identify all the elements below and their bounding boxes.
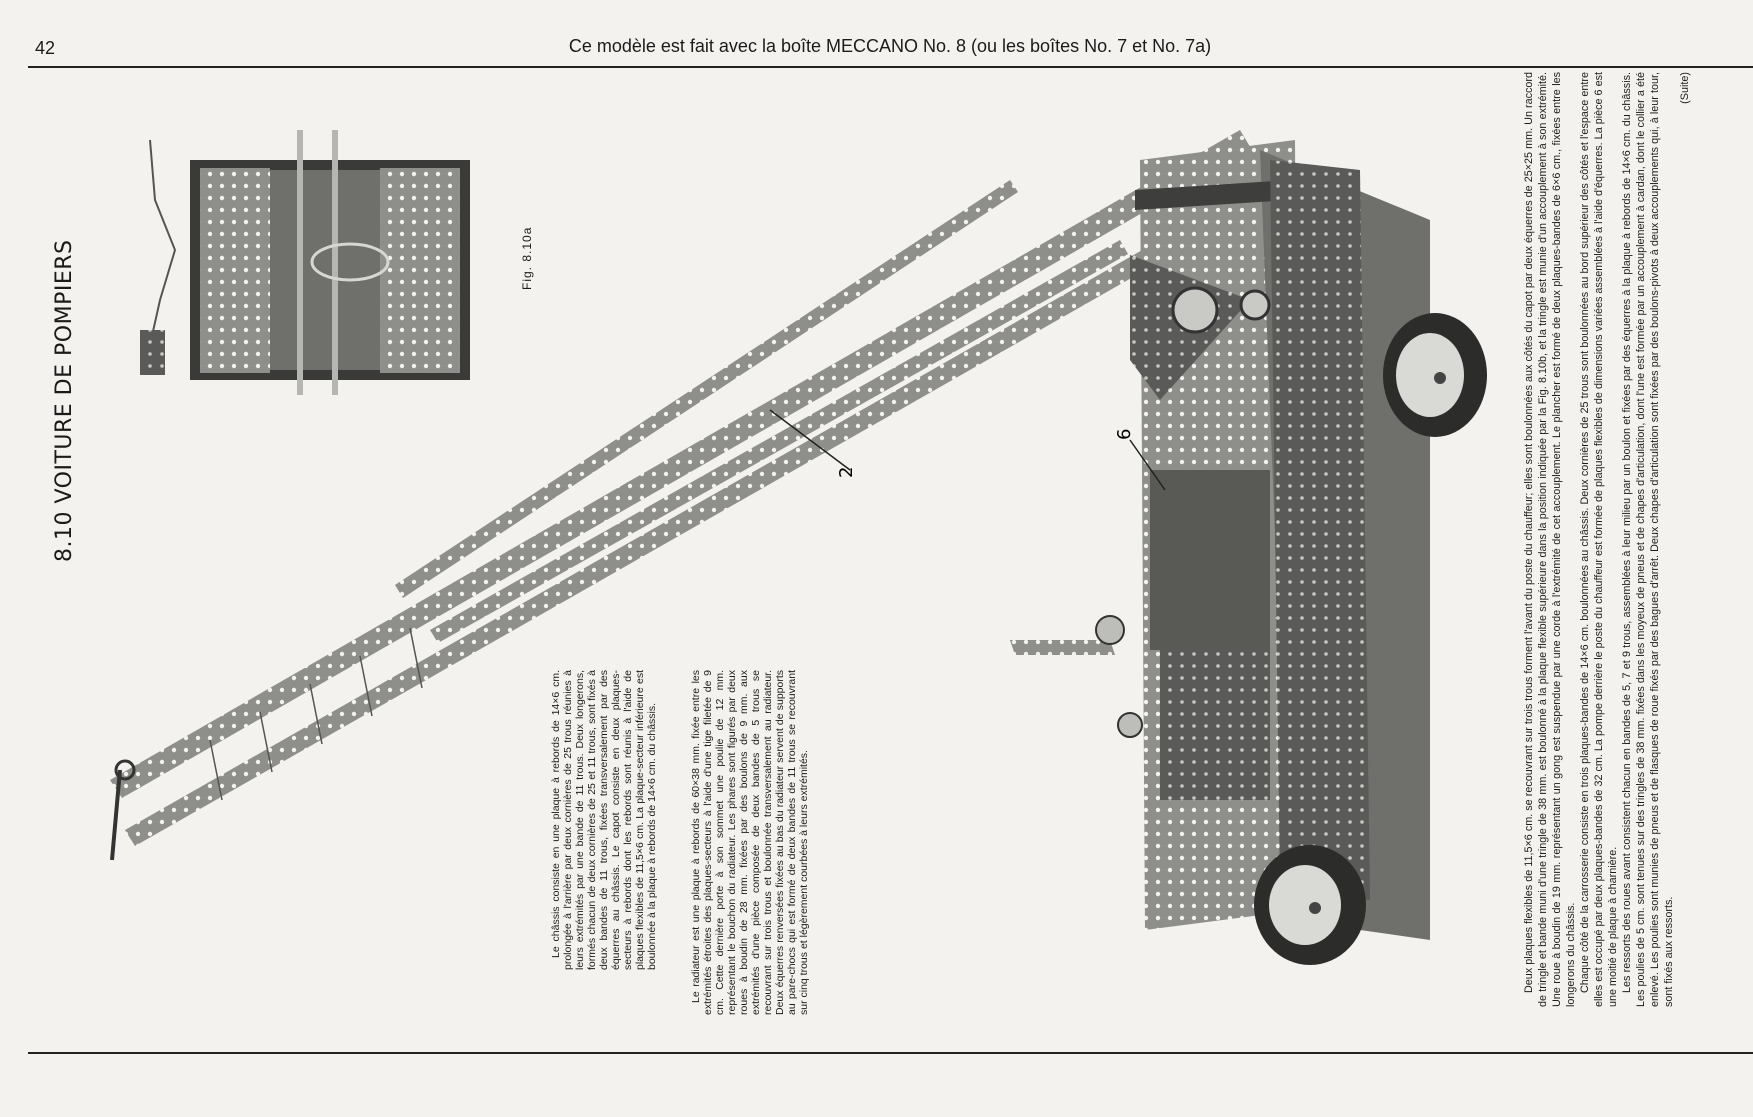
- figure-caption: Fig. 8.10a: [520, 226, 534, 290]
- side-paragraph-2: Chaque côté de la carrosserie consiste en trois plaques-bandes de 14×6 cm. boulonnées au châssis. Deux cornières de 25 trous sont boulonnées au bord supérieur des côtés et l'espace entre elles est occupé par deux plaques-bandes de 32 cm. La pompe derrière le poste du chauffeur est formée de plaques flexibles de dimensions variées assemblées à l'aide d'équerres. La pièce 6 est une moitié de plaque à charnière.: [1579, 72, 1619, 1007]
- side-text-block: [1522, 72, 1692, 1007]
- text-column-2: [690, 670, 810, 1015]
- figure-caption-block: [520, 227, 534, 290]
- page-title: 8.10 VOITURE DE POMPIERS: [52, 239, 77, 562]
- bottom-rule: [28, 1052, 1753, 1054]
- continued-label: (Suite): [1679, 72, 1691, 104]
- front-bumper: [1010, 616, 1142, 737]
- callout-6: 6: [1114, 428, 1135, 440]
- side-paragraph-3: Les ressorts des roues avant consistent chacun en bandes de 5, 7 et 9 trous, assemblées à leur milieu par un boulon et fixées par des équerres à la plaque à rebords de 14×6 cm. du châssis. Les poulies de 5 cm. sont tenues sur des tringles de 38 mm. fixées dans les moyeux de pneus et de chapes d'articulation, dont l'une est formée par un accouplement à cardan, dont le collier a été enlevé. Les poulies sont munies de pneus et de flasques de roue fixés par des bagues d'arrêt. Deux chapes d'articulation sont fixées par des boulons-pivots à deux accouplements qui, à leur tour, sont fixés aux ressorts.: [1621, 72, 1675, 1007]
- detail-figure: [140, 130, 470, 395]
- column-2-paragraph: Le radiateur est une plaque à rebords de 60×38 mm. fixée entre les extrémités étroites des plaques-secteurs à l'aide d'une tige filetée de 9 cm. Cette dernière porte à son sommet une poulie de 12 mm. représentant le bouchon du radiateur. Les phares sont figurés par deux roues à boudin de 28 mm. fixées par des boulons de 9 mm. aux extrémités d'une pièce composée de deux bandes de 5 trous se recouvrant sur trois trous et boulonnée transversalement au radiateur. Deux équerres renversées fixées au bas du radiateur servent de supports au pare-chocs qui est formé de deux bandes de 11 trous se recouvrant sur cinq trous et légèrement courbées à leurs extrémités.: [690, 670, 810, 1015]
- callout-2: 2: [836, 466, 857, 478]
- title-block: [52, 240, 77, 562]
- column-1-paragraph: Le châssis consiste en une plaque à rebords de 14×6 cm. prolongée à l'arrière par deux cornières de 25 trous réunies à leurs extrémités par une bande de 11 trous. Deux longerons, formés chacun de deux cornières de 25 et 11 trous, sont fixés à deux bandes de 11 trous, fixées transversalement par des équerres au châssis. Le capot consiste en deux plaques-secteurs à rebords dont les rebords sont réunis à l'aide de plaques flexibles de 11,5×6 cm. La plaque-secteur inférieure est boulonnée à la plaque à rebords de 14×6 cm. du châssis.: [550, 670, 658, 970]
- truck-body: [1130, 140, 1430, 940]
- running-head: Ce modèle est fait avec la boîte MECCANO No. 8 (ou les boîtes No. 7 et No. 7a): [568, 36, 1212, 56]
- side-paragraph-1: Deux plaques flexibles de 11,5×6 cm. se recouvrant sur trois trous forment l'avant du poste du chauffeur; elles sont boulonnées aux côtés du capot par deux équerres de 25×25 mm. Un raccord de tringle et bande muni d'une tringle de 38 mm. est boulonné à la plaque flexible supérieure dans la position indiquée par la Fig. 8.10b, et la tringle est munie d'un accouplement à son extrémité. Une roue à boudin de 19 mm. représentant un gong est suspendue par une corde à l'extrémité de cet accouplement. Le plancher est formé de deux plaques-bandes de 6×6 cm., fixées entre les longerons du châssis.: [1523, 72, 1577, 1007]
- text-column-1: [550, 670, 658, 970]
- page-number: 42: [35, 38, 56, 58]
